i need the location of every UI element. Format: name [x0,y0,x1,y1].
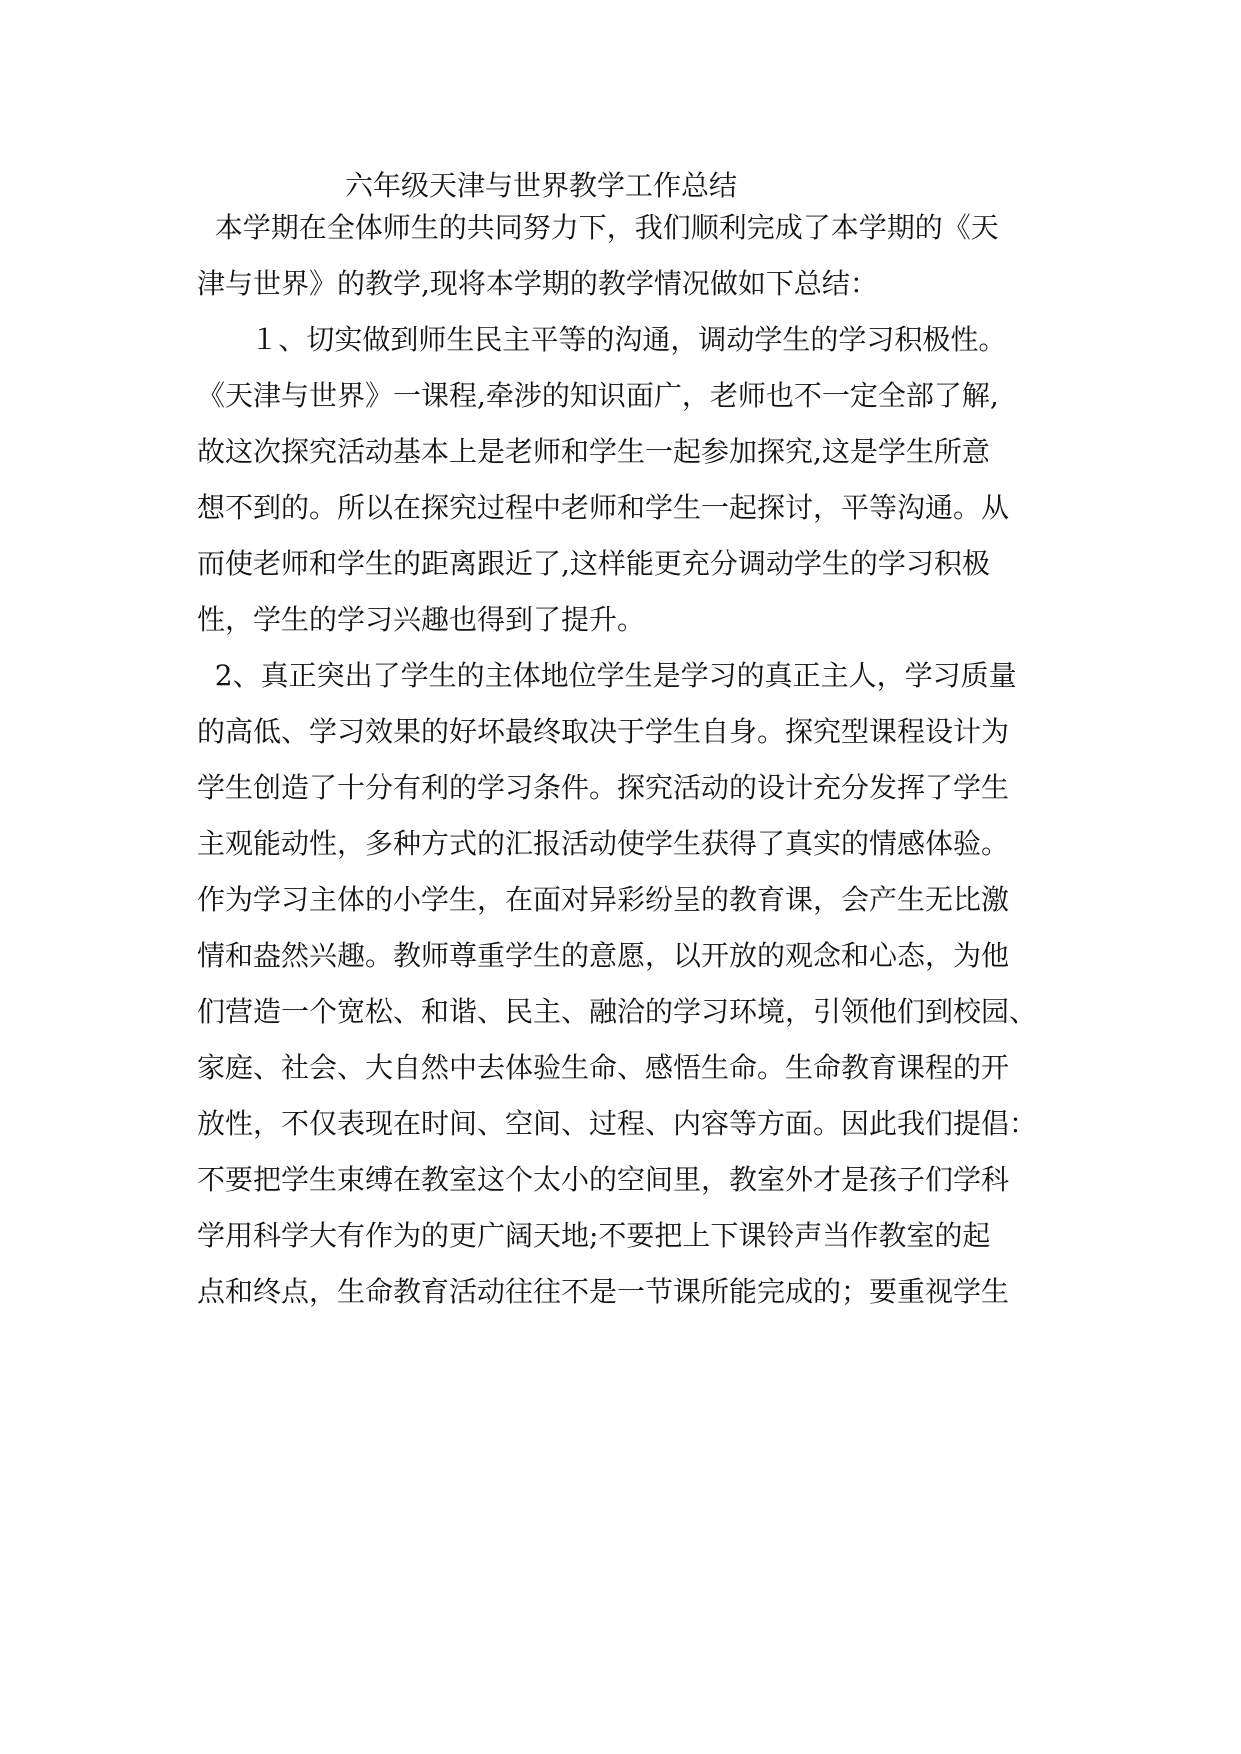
body-text-line: 作为学习主体的小学生，在面对异彩纷呈的教育课，会产生无比激 [197,883,1010,916]
body-text-line: 津与世界》的教学,现将本学期的教学情况做如下总结： [197,267,878,300]
body-text-line: 2、真正突出了学生的主体地位学生是学习的真正主人，学习质量 [197,659,1017,692]
body-text-line: 学用科学大有作为的更广阔天地;不要把上下课铃声当作教室的起 [197,1219,991,1252]
body-text-line: 不要把学生束缚在教室这个太小的空间里，教室外才是孩子们学科 [197,1163,1010,1196]
body-text-line: 们营造一个宽松、和谐、民主、融洽的学习环境，引领他们到校园、 [197,995,1038,1028]
body-text-line: 主观能动性，多种方式的汇报活动使学生获得了真实的情感体验。 [197,827,1010,860]
body-text-line: 点和终点，生命教育活动往往不是一节课所能完成的；要重视学生 [197,1275,1010,1308]
body-text-line: 家庭、社会、大自然中去体验生命、感悟生命。生命教育课程的开 [197,1051,1010,1084]
body-text-line: 放性，不仅表现在时间、空间、过程、内容等方面。因此我们提倡： [197,1107,1038,1140]
body-text-line: 学生创造了十分有利的学习条件。探究活动的设计充分发挥了学生 [197,771,1010,804]
body-text-line: １、切实做到师生民主平等的沟通，调动学生的学习积极性。 [197,323,1007,356]
body-text-line: 性，学生的学习兴趣也得到了提升。 [197,603,646,636]
body-text-line: 情和盎然兴趣。教师尊重学生的意愿，以开放的观念和心态，为他 [197,939,1010,972]
document-title: 六年级天津与世界教学工作总结 [345,169,738,202]
body-text-line: 而使老师和学生的距离跟近了,这样能更充分调动学生的学习积极 [197,547,990,580]
body-text-line: 本学期在全体师生的共同努力下，我们顺利完成了本学期的《天 [197,211,999,244]
body-text-line: 的高低、学习效果的好坏最终取决于学生自身。探究型课程设计为 [197,715,1010,748]
body-text-line: 故这次探究活动基本上是老师和学生一起参加探究,这是学生所意 [197,435,990,468]
body-text-line: 《天津与世界》一课程,牵涉的知识面广，老师也不一定全部了解, [197,379,999,412]
body-text-line: 想不到的。所以在探究过程中老师和学生一起探讨，平等沟通。从 [197,491,1010,524]
